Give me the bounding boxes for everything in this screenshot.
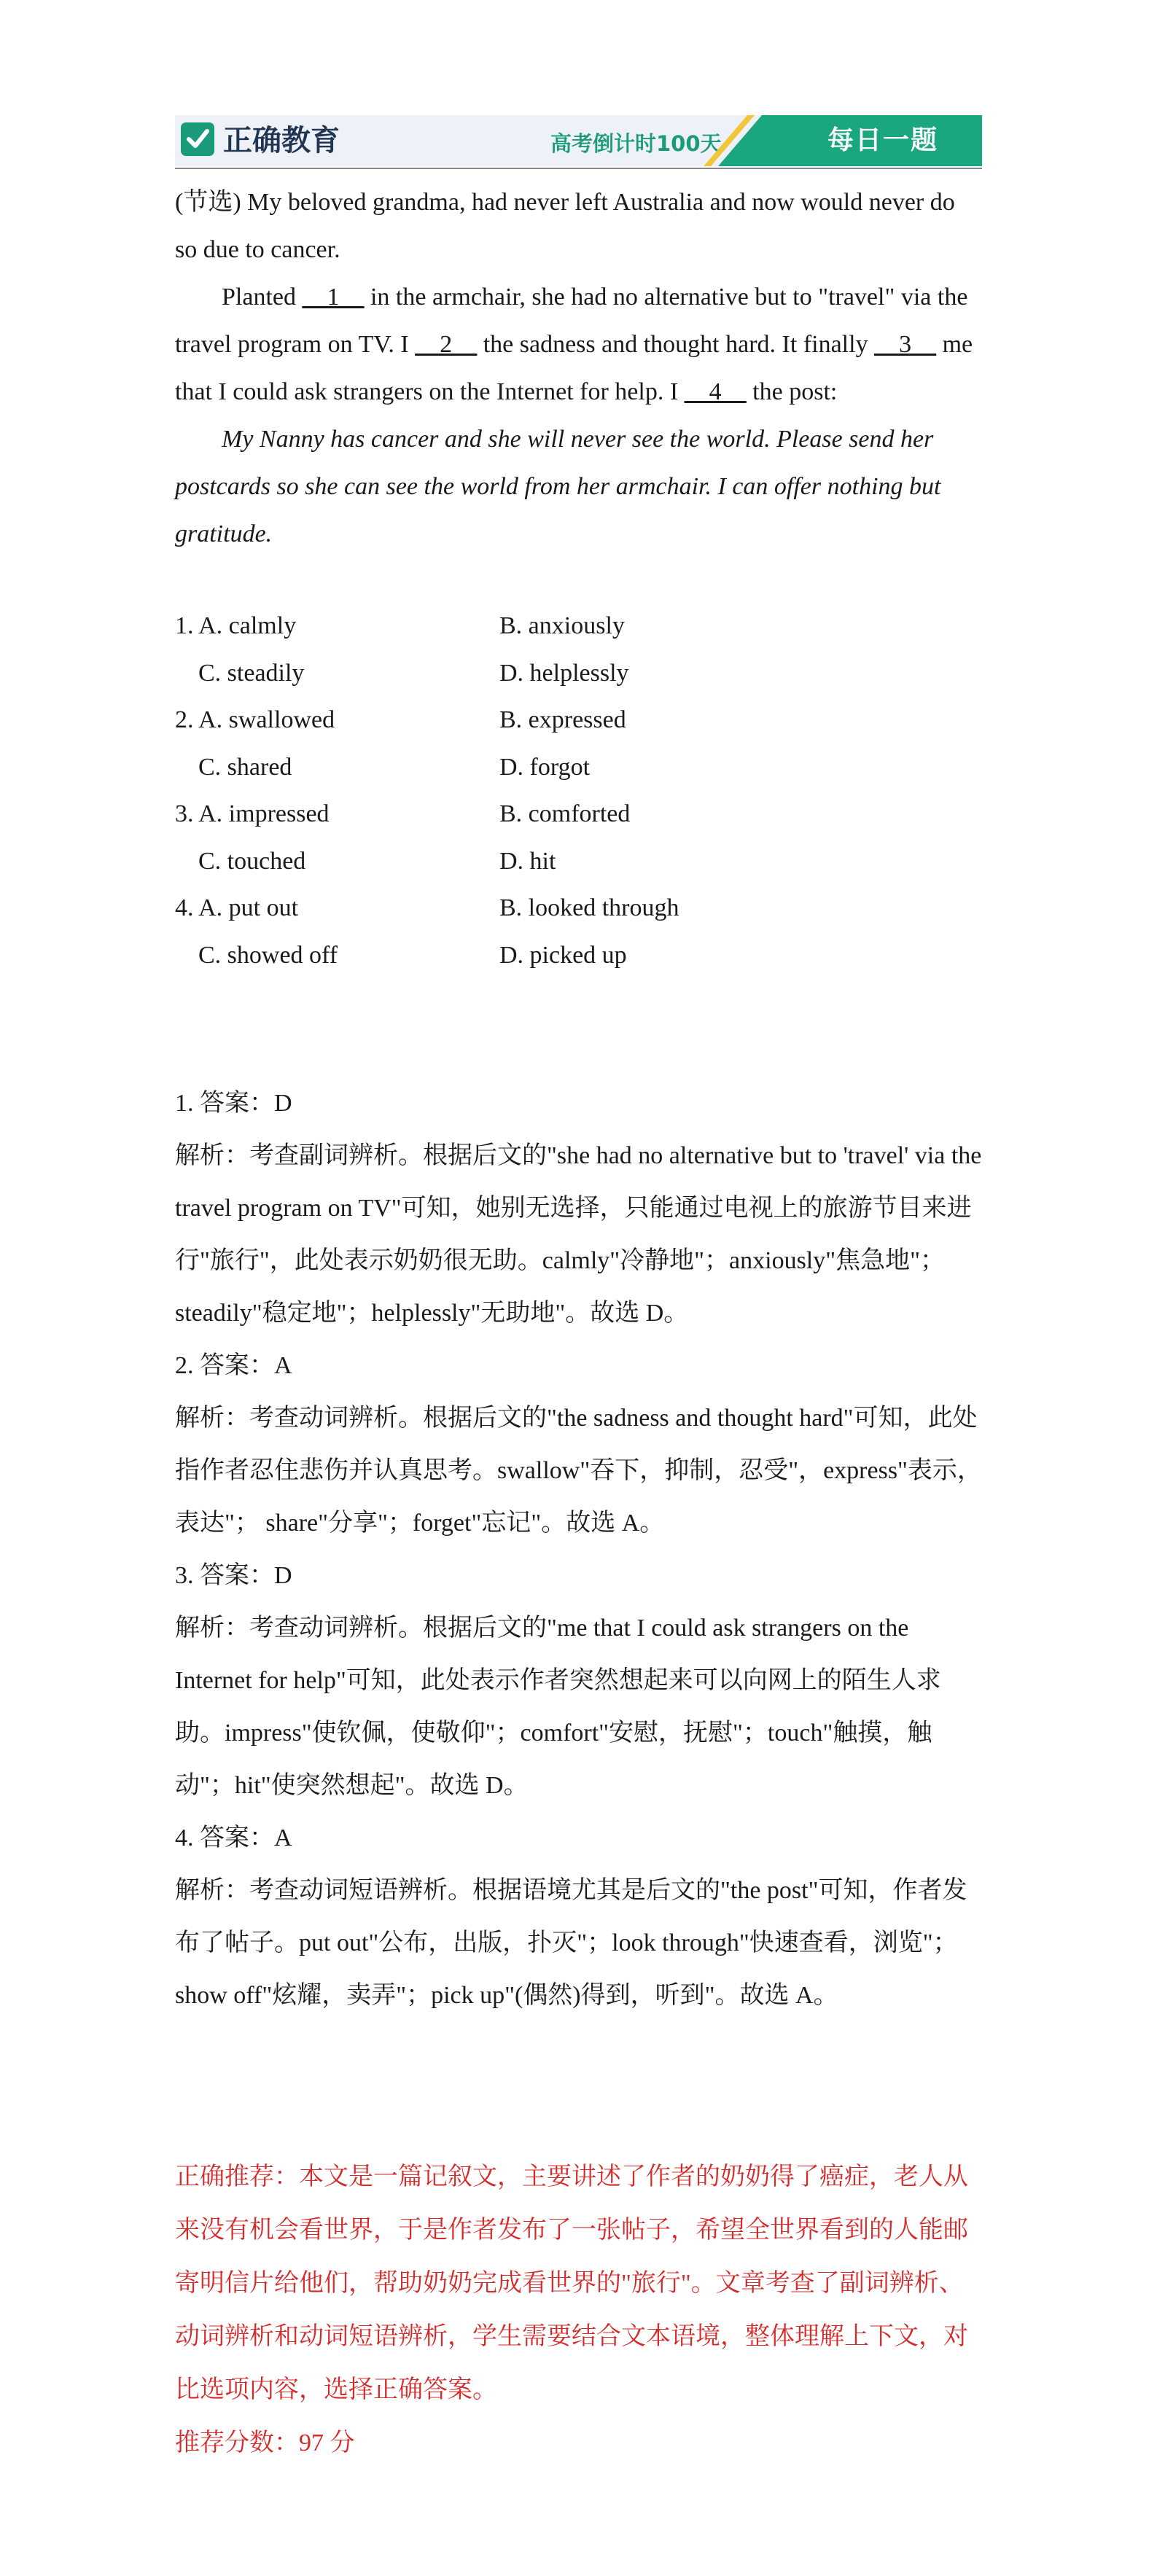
check-icon [186, 128, 209, 150]
text-segment: Planted [222, 284, 303, 311]
ribbon-label: 每日一题 [827, 125, 938, 155]
header-banner [175, 115, 982, 166]
option-d: D. helplessly [499, 659, 629, 687]
option-a: 4. A. put out [175, 894, 299, 921]
option-b: B. comforted [499, 800, 631, 827]
brand-name: 正确教育 [223, 124, 340, 157]
recommendation [175, 2150, 982, 2470]
blank-3: __3__ [874, 331, 937, 358]
countdown-label: 高考倒计时100天 [550, 131, 722, 156]
answer-heading: 3. 答案：D [175, 1562, 292, 1589]
text-segment: in the armchair, she had no alternative but to "travel" via the travel program on TV. I [175, 284, 968, 358]
option-row [175, 932, 982, 980]
option-row [175, 744, 982, 792]
text-segment: the sadness and thought hard. It finally [477, 331, 875, 358]
option-d: D. hit [499, 847, 556, 875]
options-list [175, 603, 982, 979]
option-a: 2. A. swallowed [175, 706, 335, 733]
header-divider [175, 168, 982, 169]
option-d: D. picked up [499, 941, 627, 969]
post-quote: My Nanny has cancer and she will never see the world. Please send her postcards so she can see the world from her armchair. I can offer nothing but gratitude. [175, 426, 941, 547]
option-row [175, 885, 982, 932]
answer-explanation: 解析：考查动词短语辨析。根据语境尤其是后文的"the post"可知，作者发布了帖子。put out"公布，出版，扑灭"；look through"快速查看，浏览"；show off"炫耀，卖弄"；pick up"(偶然)得到，听到"。故选 A。 [175, 1877, 967, 2009]
option-row [175, 697, 982, 744]
option-row [175, 650, 982, 698]
option-c: C. shared [198, 753, 292, 781]
answer-explanation: 解析：考查动词辨析。根据后文的"me that I could ask strangers on the Internet for help"可知，此处表示作者突然想起来可以向网上的陌生人求助。impress"使钦佩，使敬仰"；comfort"安慰，抚慰"；touch"触摸，触动"；hit"使突然想起"。故选 D。 [175, 1615, 941, 1799]
option-a: 1. A. calmly [175, 612, 297, 639]
answer-explanation: 解析：考查动词辨析。根据后文的"the sadness and thought hard"可知，此处指作者忍住悲伤并认真思考。swallow"吞下，抑制，忍受"，express"表示，表达"； share"分享"；forget"忘记"。故选 A。 [175, 1405, 982, 1537]
option-c: C. steadily [198, 659, 305, 687]
option-d: D. forgot [499, 753, 591, 781]
option-b: B. anxiously [499, 612, 625, 639]
option-b: B. expressed [499, 706, 626, 733]
answer-section [175, 1077, 982, 2022]
passage-intro: (节选) My beloved grandma, had never left Australia and now would never do so due to cancer. [175, 189, 955, 263]
answer-explanation: 解析：考查副词辨析。根据后文的"she had no alternative but to 'travel' via the travel program on TV"可知，她别无选择，只能通过电视上的旅游节目来进行"旅行"，此处表示奶奶很无助。calmly"冷静地"；anxiously"焦急地"；steadily"稳定地"；helplessly"无助地"。故选 D。 [175, 1142, 982, 1327]
blank-1: __1__ [302, 284, 365, 311]
text-segment: me that I could ask strangers on the Internet for help. I [175, 331, 973, 405]
passage-paragraph [175, 273, 982, 415]
answer-heading: 2. 答案：A [175, 1352, 292, 1379]
answer-heading: 4. 答案：A [175, 1824, 292, 1851]
option-row [175, 838, 982, 886]
blank-4: __4__ [684, 378, 747, 405]
passage [175, 179, 982, 558]
recommendation-text: 正确推荐：本文是一篇记叙文，主要讲述了作者的奶奶得了癌症，老人从来没有机会看世界，于是作者发布了一张帖子，希望全世界看到的人能邮寄明信片给他们，帮助奶奶完成看世界的"旅行"。文章考查了副词辨析、动词辨析和动词短语辨析，学生需要结合文本语境，整体理解上下文，对比选项内容，选择正确答案。 [175, 2163, 968, 2403]
blank-2: __2__ [415, 331, 478, 358]
option-b: B. looked through [499, 894, 679, 921]
answer-heading: 1. 答案：D [175, 1090, 292, 1117]
option-c: C. touched [198, 847, 306, 875]
option-row [175, 603, 982, 650]
recommendation-score: 推荐分数：97 分 [175, 2429, 355, 2456]
text-segment: the post: [746, 378, 838, 405]
option-row [175, 791, 982, 838]
option-c: C. showed off [198, 941, 338, 969]
option-a: 3. A. impressed [175, 800, 330, 827]
logo [181, 122, 214, 156]
